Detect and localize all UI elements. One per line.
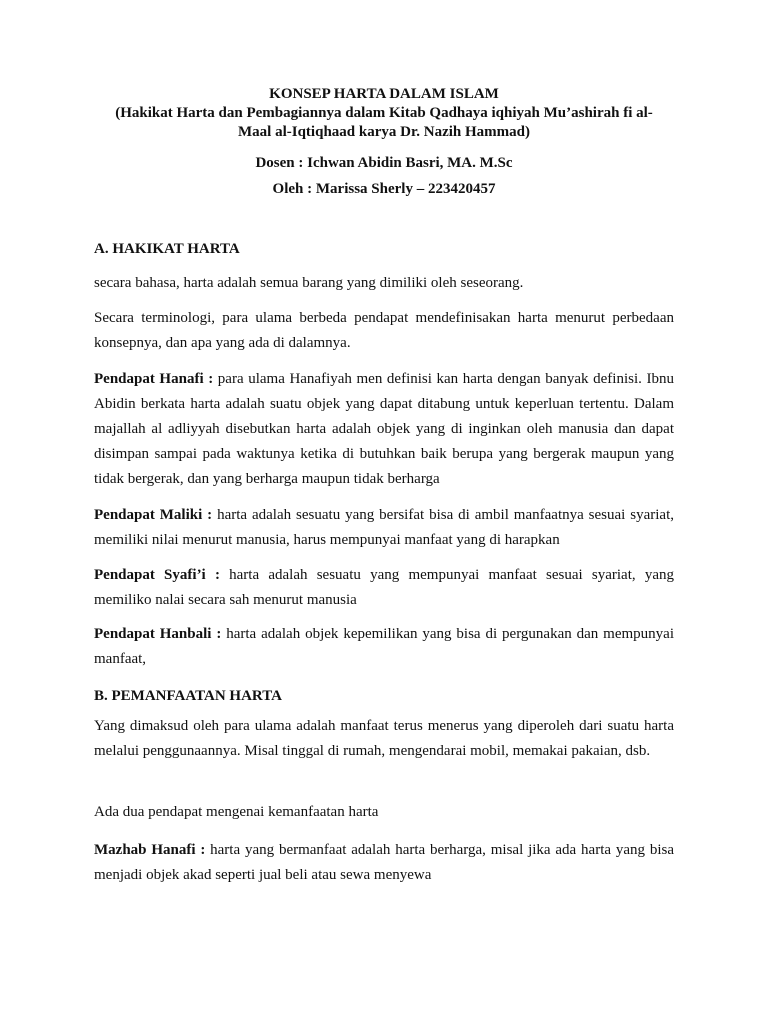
pendapat-hanafi-label: Pendapat Hanafi : xyxy=(94,371,214,387)
section-b-paragraph-2: Ada dua pendapat mengenai kemanfaatan harta xyxy=(94,804,379,820)
title-line-2: (Hakikat Harta dan Pembagiannya dalam Kitab Qadhaya iqhiyah Mu’ashirah fi al- xyxy=(115,105,653,121)
pendapat-hanafi-text: para ulama Hanafiyah men definisi kan harta dengan banyak definisi. Ibnu Abidin berkata harta adalah suatu objek yang dapat ditabung untuk keperluan tertentu. Dalam majallah al adliyyah disebutkan harta adalah objek yang di inginkan oleh manusia dan dapat disimpan sampai pada waktunya ketika di butuhkan baik berupa yang bergerak maupun yang tidak bergerak, dan yang berharga maupun tidak berharga xyxy=(94,371,674,487)
title-line-3: Maal al-Iqtiqhaad karya Dr. Nazih Hammad) xyxy=(238,124,530,140)
pendapat-maliki-paragraph xyxy=(94,503,674,553)
mazhab-hanafi-paragraph xyxy=(94,838,674,888)
pendapat-hanbali-text: harta adalah objek kepemilikan yang bisa di pergunakan dan mempunyai manfaat, xyxy=(94,626,674,667)
section-b-heading: B. PEMANFAATAN HARTA xyxy=(94,688,282,704)
section-a-heading: A. HAKIKAT HARTA xyxy=(94,241,240,257)
pendapat-hanbali-label: Pendapat Hanbali : xyxy=(94,626,222,642)
document-title xyxy=(94,85,674,142)
pendapat-maliki-label: Pendapat Maliki : xyxy=(94,507,213,523)
section-a-paragraph-2: Secara terminologi, para ulama berbeda pendapat mendefinisakan harta menurut perbedaan konsepnya, dan apa yang ada di dalamnya. xyxy=(94,310,674,351)
section-b-paragraph-1: Yang dimaksud oleh para ulama adalah manfaat terus menerus yang diperoleh dari suatu harta melalui penggunaannya. Misal tinggal di rumah, mengendarai mobil, memakai pakaian, dsb. xyxy=(94,718,674,759)
pendapat-syafii-label: Pendapat Syafi’i : xyxy=(94,567,220,583)
author-line: Oleh : Marissa Sherly – 223420457 xyxy=(272,181,496,197)
pendapat-hanafi-paragraph xyxy=(94,367,674,492)
pendapat-syafii-text: harta adalah sesuatu yang mempunyai manfaat sesuai syariat, yang memiliko nalai secara sah menurut manusia xyxy=(94,567,674,608)
mazhab-hanafi-text: harta yang bermanfaat adalah harta berharga, misal jika ada harta yang bisa menjadi objek akad seperti jual beli atau sewa menyewa xyxy=(94,842,674,883)
pendapat-maliki-text: harta adalah sesuatu yang bersifat bisa di ambil manfaatnya sesuai syariat, memiliki nilai menurut manusia, harus mempunyai manfaat yang di harapkan xyxy=(94,507,674,548)
pendapat-syafii-paragraph xyxy=(94,563,674,613)
lecturer-line: Dosen : Ichwan Abidin Basri, MA. M.Sc xyxy=(255,155,513,171)
mazhab-hanafi-label: Mazhab Hanafi : xyxy=(94,842,206,858)
pendapat-hanbali-paragraph xyxy=(94,622,674,672)
title-line-1: KONSEP HARTA DALAM ISLAM xyxy=(269,86,499,102)
section-a-paragraph-1: secara bahasa, harta adalah semua barang yang dimiliki oleh seseorang. xyxy=(94,275,524,291)
